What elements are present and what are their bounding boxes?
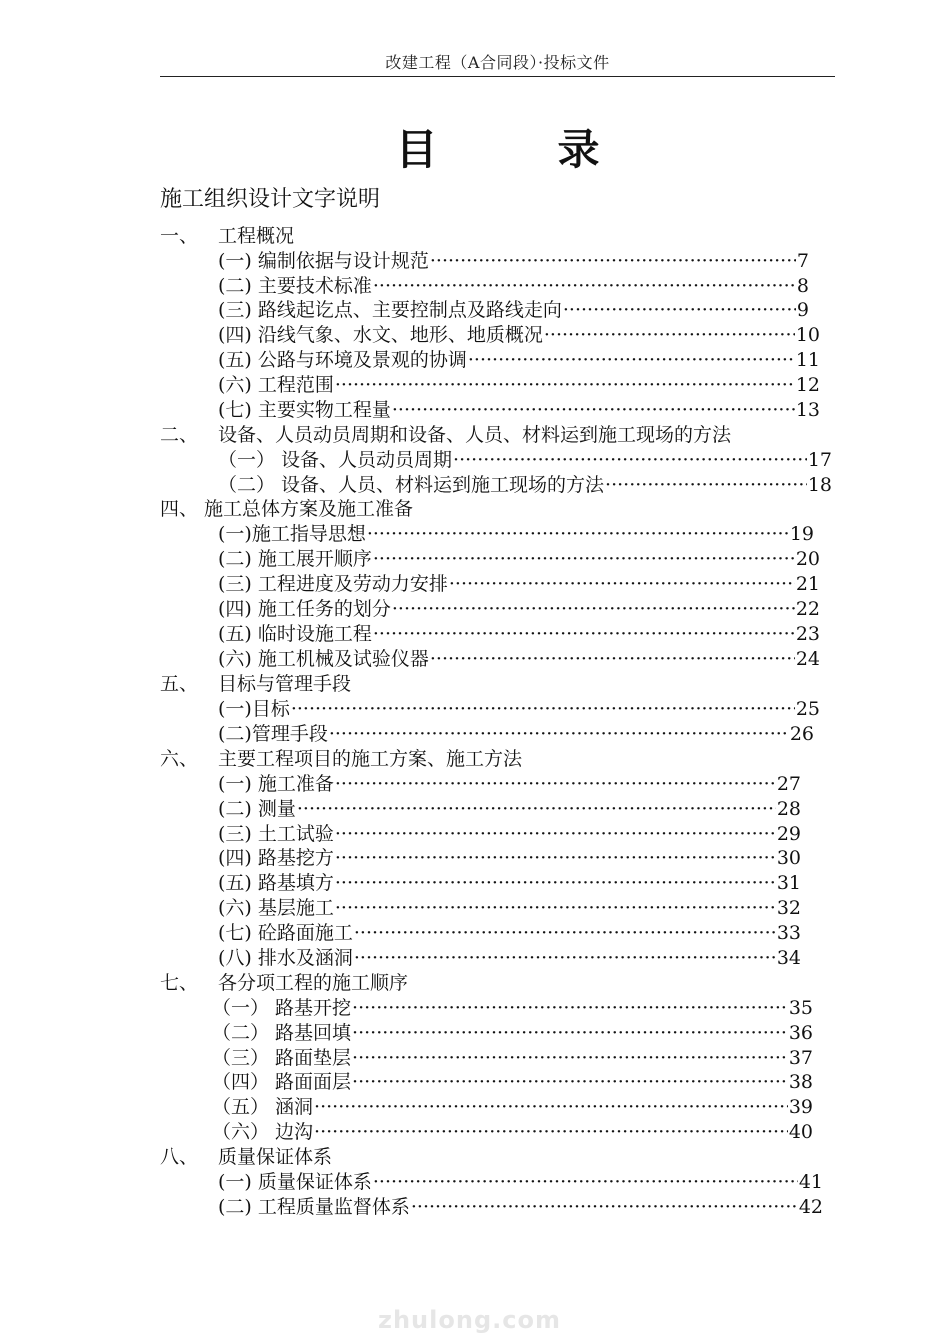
toc-section-4[interactable] <box>160 497 413 522</box>
toc-entry[interactable] <box>218 896 801 921</box>
leader-dots <box>335 871 776 896</box>
leader-dots <box>453 448 807 473</box>
page-header: 改建工程（A合同段）·投标文件 <box>385 53 610 72</box>
leader-dots <box>314 1120 788 1145</box>
toc-entry[interactable] <box>218 373 820 398</box>
leader-dots <box>352 1021 788 1046</box>
toc-entry-page: 21 <box>795 573 820 595</box>
toc-entry[interactable] <box>218 871 801 896</box>
toc-entry-label: (六) 基层施工 <box>218 897 334 919</box>
toc-entry-label: (一)施工指导思想 <box>218 523 366 545</box>
page-title <box>160 120 835 180</box>
toc-entry-page: 31 <box>776 872 801 894</box>
leader-dots <box>329 722 789 747</box>
toc-entry-label: (二) 施工展开顺序 <box>218 548 372 570</box>
leader-dots <box>352 996 788 1021</box>
toc-entry-page: 13 <box>795 399 820 421</box>
leader-dots <box>392 597 795 622</box>
toc-entry[interactable] <box>218 572 820 597</box>
toc-entry[interactable] <box>218 274 809 299</box>
toc-entry-page: 11 <box>795 349 820 371</box>
toc-entry[interactable] <box>218 647 820 672</box>
toc-entry-page: 34 <box>776 947 801 969</box>
toc-entry-page: 37 <box>788 1047 813 1069</box>
toc-entry[interactable] <box>218 722 814 747</box>
toc-entry-page: 27 <box>776 773 801 795</box>
section-title: 主要工程项目的施工方案、施工方法 <box>218 748 523 770</box>
section-number: 二、 <box>160 424 199 446</box>
toc-entry-page: 25 <box>795 698 820 720</box>
toc-entry[interactable] <box>212 1021 813 1046</box>
section-number: 五、 <box>160 673 199 695</box>
toc-entry-page: 33 <box>776 922 801 944</box>
toc-entry-page: 36 <box>788 1022 813 1044</box>
watermark: zhulong.com <box>378 1306 561 1334</box>
section-number: 七、 <box>160 972 199 994</box>
toc-entry[interactable] <box>218 772 801 797</box>
toc-entry-page: 32 <box>776 897 801 919</box>
toc-section-1[interactable] <box>160 224 294 249</box>
toc-entry[interactable] <box>218 1170 823 1195</box>
section-title: 设备、人员动员周期和设备、人员、材料运到施工现场的方法 <box>218 424 732 446</box>
toc-entry-page: 30 <box>776 847 801 869</box>
leader-dots <box>335 846 776 871</box>
toc-entry[interactable] <box>218 249 809 274</box>
document-subtitle: 施工组织设计文字说明 <box>160 187 381 212</box>
section-title: 施工总体方案及施工准备 <box>204 498 414 520</box>
leader-dots <box>314 1095 788 1120</box>
leader-dots <box>354 946 776 971</box>
title-char-2: 录 <box>557 125 600 174</box>
title-char-1: 目 <box>395 125 438 174</box>
toc-entry[interactable] <box>218 697 820 722</box>
section-title: 工程概况 <box>218 225 295 247</box>
leader-dots <box>411 1195 798 1220</box>
leader-dots <box>373 547 795 572</box>
toc-entry[interactable] <box>212 1120 813 1145</box>
section-number: 八、 <box>160 1146 199 1168</box>
leader-dots <box>335 896 776 921</box>
toc-entry[interactable] <box>218 797 801 822</box>
leader-dots <box>352 1070 788 1095</box>
toc-entry-label: （一） 路基开挖 <box>212 997 352 1019</box>
header-divider <box>160 76 835 77</box>
toc-entry-label: (六) 施工机械及试验仪器 <box>218 648 429 670</box>
toc-entry-label: （六） 边沟 <box>212 1121 314 1143</box>
leader-dots <box>605 473 807 498</box>
leader-dots <box>367 522 789 547</box>
toc-entry-label: （四） 路面面层 <box>212 1071 352 1093</box>
toc-entry-label: (二)管理手段 <box>218 723 328 745</box>
toc-entry-label: (四) 施工任务的划分 <box>218 598 391 620</box>
leader-dots <box>468 348 795 373</box>
toc-entry-label: (二) 主要技术标准 <box>218 275 372 297</box>
toc-section-2[interactable] <box>160 423 731 448</box>
toc-entry-label: (二) 测量 <box>218 798 296 820</box>
toc-entry-label: (五) 路基填方 <box>218 872 334 894</box>
leader-dots <box>544 323 795 348</box>
toc-entry[interactable] <box>218 622 820 647</box>
toc-entry-page: 10 <box>795 324 820 346</box>
section-title: 质量保证体系 <box>218 1146 333 1168</box>
leader-dots <box>430 647 795 672</box>
leader-dots <box>335 822 776 847</box>
section-number: 六、 <box>160 748 199 770</box>
toc-entry-page: 20 <box>795 548 820 570</box>
toc-entry[interactable] <box>218 323 820 348</box>
toc-entry-page: 41 <box>798 1171 823 1193</box>
toc-entry-label: （一） 设备、人员动员周期 <box>218 449 453 471</box>
toc-entry-page: 8 <box>796 275 809 297</box>
toc-entry-page: 22 <box>795 598 820 620</box>
toc-entry-label: (一)目标 <box>218 698 290 720</box>
leader-dots <box>335 373 795 398</box>
toc-entry-page: 39 <box>788 1096 813 1118</box>
toc-entry[interactable] <box>212 1070 813 1095</box>
toc-entry-page: 7 <box>796 250 809 272</box>
toc-entry[interactable] <box>212 1095 813 1120</box>
leader-dots <box>373 274 796 299</box>
toc-entry-page: 28 <box>776 798 801 820</box>
leader-dots <box>449 572 795 597</box>
toc-entry-page: 42 <box>798 1196 823 1218</box>
section-number: 四、 <box>160 498 199 520</box>
toc-entry-label: （三） 路面垫层 <box>212 1047 352 1069</box>
toc-entry-label: (五) 公路与环境及景观的协调 <box>218 349 467 371</box>
toc-entry[interactable] <box>218 921 801 946</box>
toc-entry-label: (二) 工程质量监督体系 <box>218 1196 410 1218</box>
toc-entry-page: 35 <box>788 997 813 1019</box>
section-title: 各分项工程的施工顺序 <box>218 972 409 994</box>
toc-section-6[interactable] <box>160 747 522 772</box>
toc-entry-label: (七) 砼路面施工 <box>218 922 353 944</box>
toc-entry[interactable] <box>218 448 832 473</box>
toc-entry-page: 24 <box>795 648 820 670</box>
toc-entry[interactable] <box>218 522 814 547</box>
toc-entry-label: (八) 排水及涵洞 <box>218 947 353 969</box>
leader-dots <box>354 921 776 946</box>
toc-entry-label: (一) 编制依据与设计规范 <box>218 250 429 272</box>
toc-entry-page: 23 <box>795 623 820 645</box>
toc-entry-page: 17 <box>807 449 832 471</box>
toc-entry[interactable] <box>218 846 801 871</box>
leader-dots <box>335 772 776 797</box>
toc-entry-label: (五) 临时设施工程 <box>218 623 372 645</box>
toc-entry[interactable] <box>218 822 801 847</box>
toc-entry-label: (六) 工程范围 <box>218 374 334 396</box>
toc-entry-label: (三) 路线起讫点、主要控制点及路线走向 <box>218 299 562 321</box>
toc-section-8[interactable] <box>160 1145 332 1170</box>
toc-entry[interactable] <box>218 1195 823 1220</box>
toc-entry[interactable] <box>218 473 832 498</box>
toc-entry[interactable] <box>212 996 813 1021</box>
toc-entry-label: (三) 工程进度及劳动力安排 <box>218 573 448 595</box>
leader-dots <box>430 249 796 274</box>
section-number: 一、 <box>160 225 199 247</box>
toc-entry-page: 12 <box>795 374 820 396</box>
toc-section-7[interactable] <box>160 971 408 996</box>
toc-entry[interactable] <box>218 597 820 622</box>
leader-dots <box>373 1170 798 1195</box>
toc-entry-label: （五） 涵洞 <box>212 1096 314 1118</box>
toc-entry-label: (一) 质量保证体系 <box>218 1171 372 1193</box>
toc-entry-page: 9 <box>796 299 809 321</box>
toc-entry[interactable] <box>218 398 820 423</box>
toc-entry-page: 38 <box>788 1071 813 1093</box>
toc-entry-label: (四) 沿线气象、水文、地形、地质概况 <box>218 324 543 346</box>
leader-dots <box>373 622 795 647</box>
toc-entry[interactable] <box>218 946 801 971</box>
toc-entry-page: 29 <box>776 823 801 845</box>
toc-entry-label: （二） 路基回填 <box>212 1022 352 1044</box>
leader-dots <box>297 797 776 822</box>
toc-entry-label: (四) 路基挖方 <box>218 847 334 869</box>
toc-entry-label: (七) 主要实物工程量 <box>218 399 391 421</box>
toc-entry-page: 26 <box>789 723 814 745</box>
section-title: 目标与管理手段 <box>218 673 352 695</box>
toc-entry[interactable] <box>218 298 809 323</box>
toc-entry-page: 19 <box>789 523 814 545</box>
toc-section-5[interactable] <box>160 672 351 697</box>
toc-entry-page: 18 <box>807 474 832 496</box>
leader-dots <box>392 398 795 423</box>
toc-entry-label: (一) 施工准备 <box>218 773 334 795</box>
leader-dots <box>291 697 795 722</box>
toc-entry-label: (三) 土工试验 <box>218 823 334 845</box>
leader-dots <box>352 1046 788 1071</box>
toc-entry-page: 40 <box>788 1121 813 1143</box>
leader-dots <box>563 298 796 323</box>
toc-entry[interactable] <box>218 547 820 572</box>
toc-entry[interactable] <box>218 348 820 373</box>
toc-entry[interactable] <box>212 1046 813 1071</box>
toc-entry-label: （二） 设备、人员、材料运到施工现场的方法 <box>218 474 605 496</box>
